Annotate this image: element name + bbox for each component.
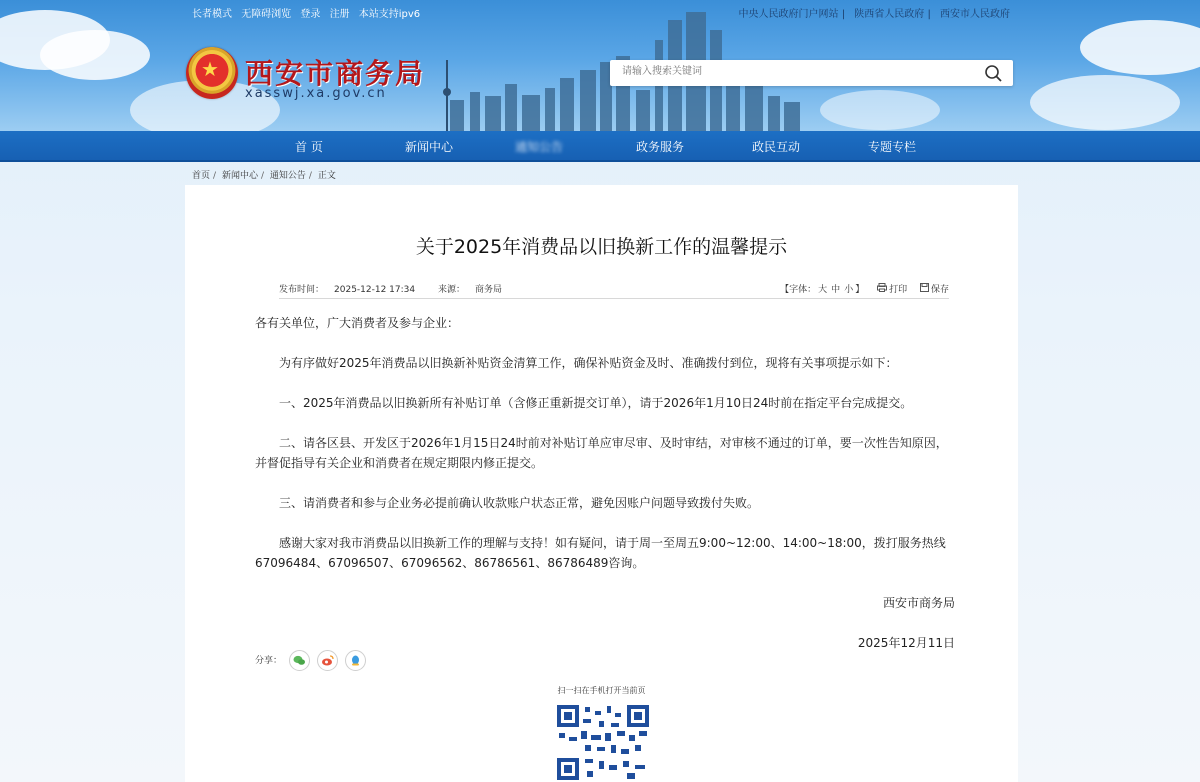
topbar-left-links bbox=[192, 5, 426, 20]
qr-code-image bbox=[555, 703, 651, 782]
paragraph-thanks: 感谢大家对我市消费品以旧换新工作的理解与支持！如有疑问，请于周一至周五9:00~12:00、14:00~18:00，拨打服务热线67096484、67096507、67096562、86786561、86786489咨询。 bbox=[255, 536, 946, 570]
national-emblem-icon bbox=[186, 47, 238, 99]
ipv6-label: 本站支持ipv6 bbox=[358, 9, 421, 20]
save-button[interactable] bbox=[920, 285, 949, 295]
accessibility-link[interactable]: 无障碍浏览 bbox=[241, 9, 292, 20]
shaanxi-gov-link[interactable]: 陕西省人民政府 bbox=[854, 9, 925, 20]
save-icon bbox=[920, 283, 929, 292]
topbar-right-links: 中央人民政府门户网站 | 陕西省人民政府 | 西安市人民政府 bbox=[738, 9, 1010, 20]
nav-interaction[interactable]: 政民互动 bbox=[752, 140, 801, 154]
main-nav bbox=[0, 131, 1200, 162]
article-body bbox=[255, 313, 955, 653]
article-meta bbox=[279, 282, 949, 295]
cloud-decoration bbox=[1030, 75, 1180, 130]
login-link[interactable]: 登录 bbox=[300, 9, 321, 20]
article-title: 关于2025年消费品以旧换新工作的温馨提示 bbox=[415, 236, 788, 258]
save-label: 保存 bbox=[930, 285, 949, 295]
salutation: 各有关单位，广大消费者及参与企业： bbox=[255, 316, 460, 330]
publish-label: 发布时间： bbox=[279, 285, 325, 295]
breadcrumb-notices[interactable]: 通知公告 bbox=[269, 171, 306, 181]
font-large-button[interactable]: 大 bbox=[818, 285, 828, 295]
cloud-decoration bbox=[1080, 20, 1200, 75]
weibo-icon[interactable] bbox=[317, 650, 338, 671]
wechat-icon[interactable] bbox=[289, 650, 310, 671]
qq-icon[interactable] bbox=[345, 650, 366, 671]
font-medium-button[interactable]: 中 bbox=[831, 285, 841, 295]
font-small-button[interactable]: 小 bbox=[844, 285, 854, 295]
nav-news-center[interactable]: 新闻中心 bbox=[405, 140, 454, 154]
share-bar bbox=[255, 650, 366, 671]
paragraph-item-2: 二、请各区县、开发区于2026年1月15日24时前对补贴订单应审尽审、及时审结，对审核不通过的订单，要一次性告知原因，并督促指导有关企业和消费者在规定期限内修正提交。 bbox=[255, 436, 948, 470]
site-name[interactable]: 西安市商务局 bbox=[245, 57, 426, 90]
article-panel bbox=[185, 185, 1018, 782]
search-input[interactable] bbox=[620, 65, 964, 78]
register-link[interactable]: 注册 bbox=[329, 9, 350, 20]
source-label: 来源： bbox=[438, 285, 466, 295]
meta-divider bbox=[279, 298, 949, 299]
paragraph-item-3: 三、请消费者和参与企业务必提前确认收款账户状态正常，避免因账户问题导致拨付失败。 bbox=[279, 496, 760, 510]
nav-notices[interactable]: 通知公告 bbox=[515, 140, 564, 154]
signature: 西安市商务局 bbox=[882, 596, 955, 610]
nav-special-topics[interactable]: 专题专栏 bbox=[868, 140, 917, 154]
cloud-decoration bbox=[820, 90, 940, 130]
print-button[interactable] bbox=[877, 285, 910, 295]
central-gov-link[interactable]: 中央人民政府门户网站 bbox=[738, 9, 839, 20]
font-label: 【字体： bbox=[780, 285, 817, 295]
share-label: 分享： bbox=[255, 656, 283, 666]
signature-date: 2025年12月11日 bbox=[857, 636, 955, 650]
breadcrumb-news-center[interactable]: 新闻中心 bbox=[221, 171, 258, 181]
cloud-decoration bbox=[40, 30, 150, 80]
printer-icon bbox=[877, 283, 887, 292]
nav-home[interactable]: 首 页 bbox=[295, 140, 323, 154]
search-box bbox=[610, 60, 1013, 86]
breadcrumb-home[interactable]: 首页 bbox=[192, 171, 211, 181]
breadcrumb: 首页 / 新闻中心 / 通知公告 / 正文 bbox=[192, 171, 336, 181]
breadcrumb-current: 正文 bbox=[317, 171, 336, 181]
paragraph-item-1: 一、2025年消费品以旧换新所有补贴订单（含修正重新提交订单），请于2026年1月10日24时前在指定平台完成提交。 bbox=[279, 396, 913, 410]
qr-label: 扫一扫在手机打开当前页 bbox=[557, 686, 646, 695]
site-domain: xasswj.xa.gov.cn bbox=[245, 86, 387, 101]
print-label: 打印 bbox=[889, 285, 908, 295]
font-end: 】 bbox=[855, 285, 865, 295]
elder-mode-link[interactable]: 长者模式 bbox=[192, 9, 232, 20]
font-size-switcher bbox=[780, 285, 867, 295]
search-icon[interactable] bbox=[983, 63, 1003, 83]
xian-gov-link[interactable]: 西安市人民政府 bbox=[940, 9, 1010, 20]
paragraph-intro: 为有序做好2025年消费品以旧换新补贴资金清算工作，确保补贴资金及时、准确拨付到位，现将有关事项提示如下： bbox=[279, 356, 898, 370]
nav-gov-services[interactable]: 政务服务 bbox=[636, 140, 685, 154]
site-header bbox=[0, 0, 1200, 131]
publish-time: 2025-12-12 17:34 bbox=[334, 285, 416, 295]
source-value: 商务局 bbox=[475, 285, 503, 295]
